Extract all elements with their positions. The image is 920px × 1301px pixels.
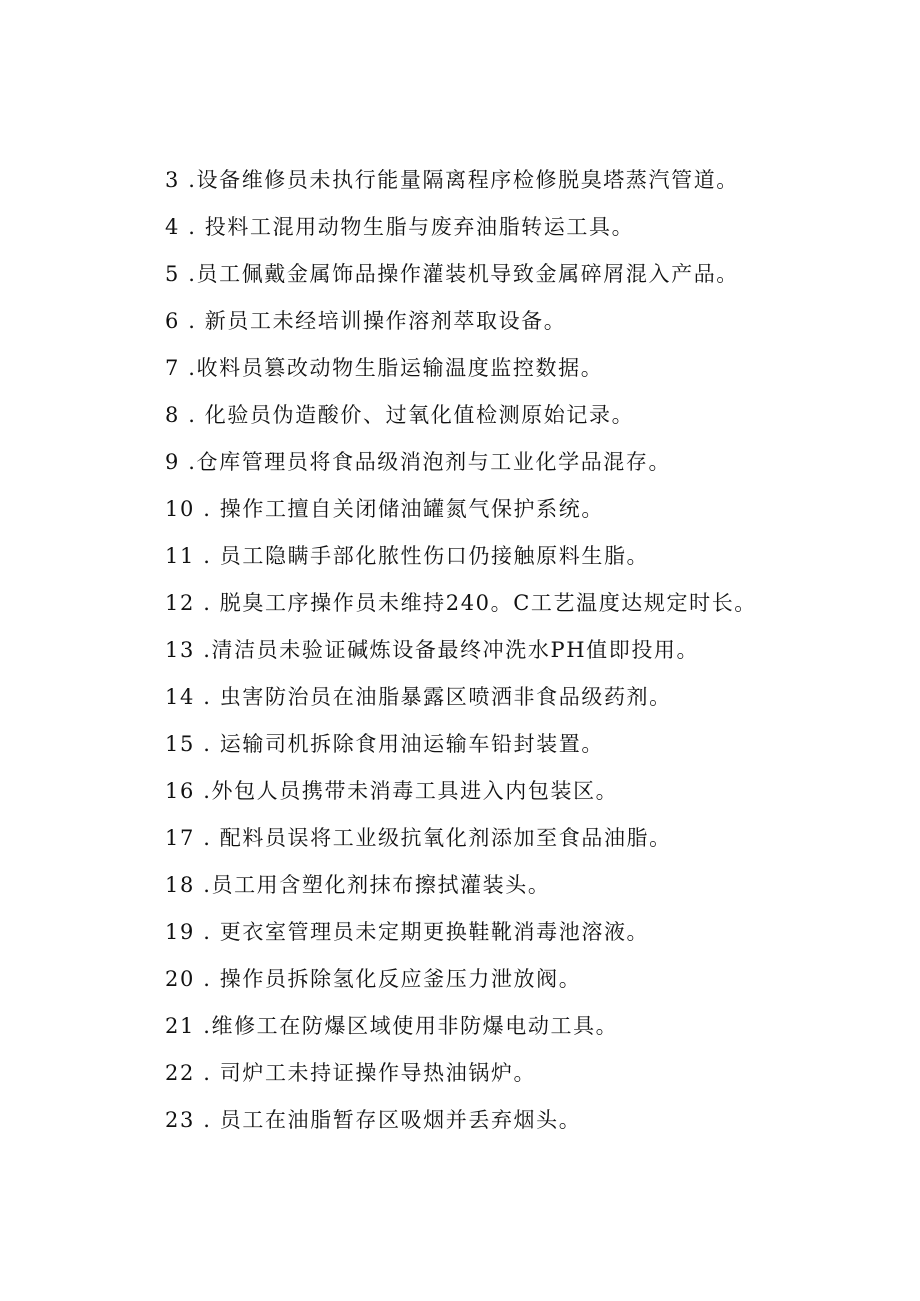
list-item: 20 . 操作员拆除氢化反应釜压力泄放阀。 — [165, 967, 582, 991]
list-item: 7 .收料员篡改动物生脂运输温度监控数据。 — [165, 356, 604, 380]
list-item: 11 . 员工隐瞒手部化脓性伤口仍接触原料生脂。 — [165, 544, 650, 568]
list-item: 22 . 司炉工未持证操作导热油锅炉。 — [165, 1061, 537, 1085]
list-item: 5 .员工佩戴金属饰品操作灌装机导致金属碎屑混入产品。 — [165, 262, 739, 286]
list-item: 23 . 员工在油脂暂存区吸烟并丢弃烟头。 — [165, 1108, 582, 1132]
list-item: 19 . 更衣室管理员未定期更换鞋靴消毒池溶液。 — [165, 920, 650, 944]
list-item: 16 .外包人员携带未消毒工具进入内包装区。 — [165, 779, 619, 803]
list-item: 14 . 虫害防治员在油脂暴露区喷洒非食品级药剂。 — [165, 685, 672, 709]
list-item: 17 . 配料员误将工业级抗氧化剂添加至食品油脂。 — [165, 826, 672, 850]
list-item: 4 . 投料工混用动物生脂与废弃油脂转运工具。 — [165, 215, 635, 239]
list-item: 10 . 操作工擅自关闭储油罐氮气保护系统。 — [165, 497, 604, 521]
list-item: 13 .清洁员未验证碱炼设备最终冲洗水PH值即投用。 — [165, 638, 700, 662]
list-item: 3 .设备维修员未执行能量隔离程序检修脱臭塔蒸汽管道。 — [165, 168, 739, 192]
list-item: 18 .员工用含塑化剂抹布擦拭灌装头。 — [165, 873, 551, 897]
list-item: 8 . 化验员伪造酸价、过氧化值检测原始记录。 — [165, 403, 635, 427]
list-item: 15 . 运输司机拆除食用油运输车铅封装置。 — [165, 732, 604, 756]
list-item: 21 .维修工在防爆区域使用非防爆电动工具。 — [165, 1014, 619, 1038]
list-item: 9 .仓库管理员将食品级消泡剂与工业化学品混存。 — [165, 450, 672, 474]
list-item: 6 . 新员工未经培训操作溶剂萃取设备。 — [165, 309, 567, 333]
violation-list — [165, 160, 905, 1147]
list-item: 12 . 脱臭工序操作员未维持240。C工艺温度达规定时长。 — [165, 591, 757, 615]
